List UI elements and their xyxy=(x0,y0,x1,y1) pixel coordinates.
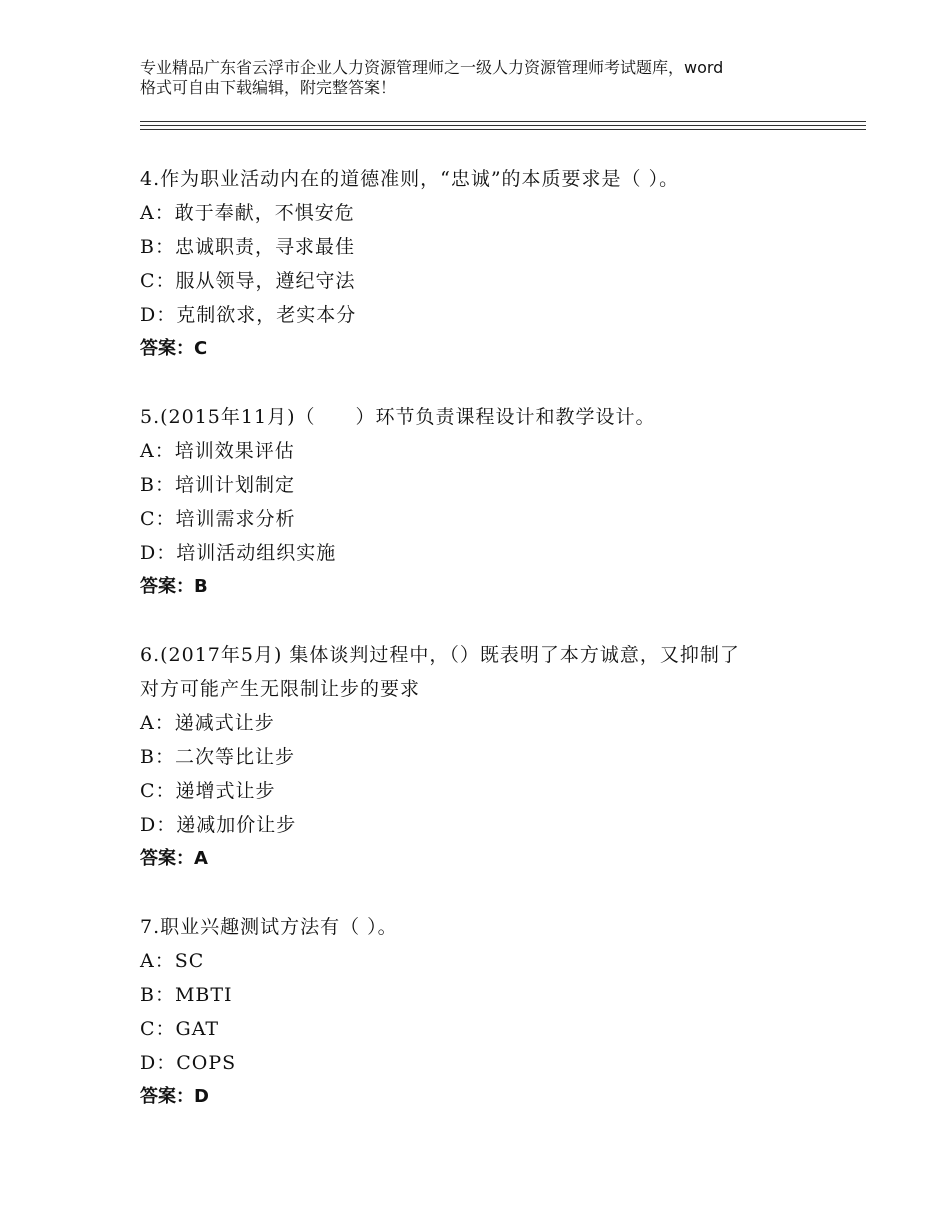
option-text: 培训活动组织实施 xyxy=(176,542,337,564)
question-7 xyxy=(140,910,840,1114)
option-b xyxy=(140,978,840,1012)
question-stem xyxy=(140,910,840,944)
question-list xyxy=(140,162,840,1148)
option-text: 培训效果评估 xyxy=(174,440,295,462)
header-divider-middle xyxy=(140,125,866,126)
question-stem xyxy=(140,638,840,706)
option-text: 培训计划制定 xyxy=(174,474,295,496)
option-text: GAT xyxy=(175,1018,220,1040)
answer-line: 答案：B xyxy=(140,576,208,597)
option-c xyxy=(140,502,840,536)
option-key: B： xyxy=(140,236,175,258)
option-a xyxy=(140,706,840,740)
answer-line: 答案：D xyxy=(140,1086,209,1107)
option-d xyxy=(140,536,840,570)
header-divider-top xyxy=(140,121,866,122)
option-key: D： xyxy=(140,542,177,564)
question-stem xyxy=(140,162,840,196)
option-key: D： xyxy=(140,814,177,836)
option-text: SC xyxy=(174,950,205,972)
answer-line: 答案：C xyxy=(140,338,208,359)
header-divider-bottom xyxy=(140,129,866,130)
header-line-2: 格式可自由下载编辑，附完整答案！ xyxy=(140,78,397,97)
option-key: D： xyxy=(140,1052,177,1074)
option-c xyxy=(140,774,840,808)
option-a xyxy=(140,434,840,468)
option-key: B： xyxy=(140,474,175,496)
option-a xyxy=(140,196,840,230)
option-d xyxy=(140,808,840,842)
option-text: 递减式让步 xyxy=(174,712,275,734)
option-key: A： xyxy=(140,712,175,734)
option-key: C： xyxy=(140,270,176,292)
option-b xyxy=(140,468,840,502)
option-key: D： xyxy=(140,304,177,326)
option-text: COPS xyxy=(176,1052,237,1074)
option-key: A： xyxy=(140,440,175,462)
option-b xyxy=(140,740,840,774)
question-stem-line: 7.职业兴趣测试方法有（ ）。 xyxy=(140,916,398,938)
question-5 xyxy=(140,400,840,604)
question-4 xyxy=(140,162,840,366)
answer-line: 答案：A xyxy=(140,848,208,869)
question-stem-line: 4.作为职业活动内在的道德准则，“忠诚”的本质要求是（ ）。 xyxy=(140,168,680,190)
option-key: A： xyxy=(140,202,175,224)
option-text: 服从领导，遵纪守法 xyxy=(175,270,356,292)
document-header xyxy=(140,58,840,98)
option-c xyxy=(140,264,840,298)
header-line-1: 专业精品广东省云浮市企业人力资源管理师之一级人力资源管理师考试题库，word xyxy=(140,58,724,77)
option-key: C： xyxy=(140,508,176,530)
option-key: C： xyxy=(140,780,176,802)
option-d xyxy=(140,1046,840,1080)
option-key: C： xyxy=(140,1018,176,1040)
option-a xyxy=(140,944,840,978)
option-text: 培训需求分析 xyxy=(175,508,296,530)
question-stem xyxy=(140,400,840,434)
option-text: 忠诚职责，寻求最佳 xyxy=(174,236,355,258)
option-text: 克制欲求，老实本分 xyxy=(176,304,357,326)
option-c xyxy=(140,1012,840,1046)
question-6 xyxy=(140,638,840,876)
option-text: 敢于奉献，不惧安危 xyxy=(174,202,355,224)
option-key: B： xyxy=(140,984,175,1006)
option-text: 递减加价让步 xyxy=(176,814,297,836)
option-d xyxy=(140,298,840,332)
question-stem-line: 5.(2015年11月)（ ）环节负责课程设计和教学设计。 xyxy=(140,406,656,428)
option-text: 递增式让步 xyxy=(175,780,276,802)
question-stem-line: 6.(2017年5月) 集体谈判过程中，（）既表明了本方诚意，又抑制了 xyxy=(140,644,740,666)
option-text: 二次等比让步 xyxy=(174,746,295,768)
question-stem-line: 对方可能产生无限制让步的要求 xyxy=(140,678,421,700)
option-key: B： xyxy=(140,746,175,768)
option-b xyxy=(140,230,840,264)
option-text: MBTI xyxy=(174,984,233,1006)
option-key: A： xyxy=(140,950,175,972)
